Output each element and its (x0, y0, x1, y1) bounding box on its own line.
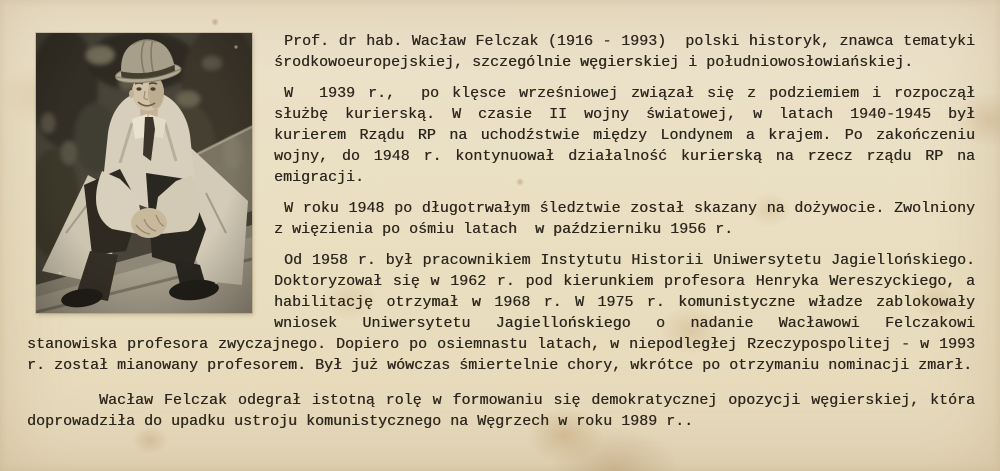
portrait-photo (36, 33, 252, 313)
paragraph-wartime-courier: W 1939 r., po klęsce wrześniowej związał się z podziemiem i rozpoczął służbę kurierską. W czasie II wojny światowej, w latach 1940-1945 był kurierem Rządu RP na uchodźstwie między Londynem a krajem. Po zakończeniu wojny, do 1948 r. kontynuował działalność kurierską na rzecz rządu RP na emigracji. (274, 85, 975, 186)
paragraph-academic-career: Od 1958 r. był pracownikiem Instytutu Historii Uniwersytetu Jagiellońskiego. Doktoryzował się w 1962 r. pod kierunkiem profesora Henryka Wereszyckiego, a habilitację otrzymał w 1968 r. W 1975 r. komunistyczne władze zablokowały wniosek Uniwersytetu Jagiellońskiego o nadanie Wacławowi Felczakowi stanowiska profesora zwyczajnego. Dopiero po osiemnastu latach, w niepodległej Rzeczypospolitej - w 1993 r. został mianowany profesorem. Był już wówczas śmiertelnie chory, wkrótce po otrzymaniu nominacji zmarł. (27, 252, 975, 374)
paragraph-intro: Prof. dr hab. Wacław Felczak (1916 - 1993) polski historyk, znawca tematyki środkowoeuropejskiej, szczególnie węgierskiej i południowosłowiańskiej. (274, 33, 975, 71)
portrait-photo-illustration (36, 33, 252, 313)
paragraph-legacy: Wacław Felczak odegrał istotną rolę w formowaniu się demokratycznej opozycji węgierskiej, która doprowadziła do upadku ustroju komunistycznego na Węgrzech w roku 1989 r.. (27, 392, 975, 430)
paragraph-imprisonment: W roku 1948 po długotrwałym śledztwie został skazany na dożywocie. Zwolniony z więzienia po ośmiu latach w październiku 1956 r. (274, 200, 975, 238)
